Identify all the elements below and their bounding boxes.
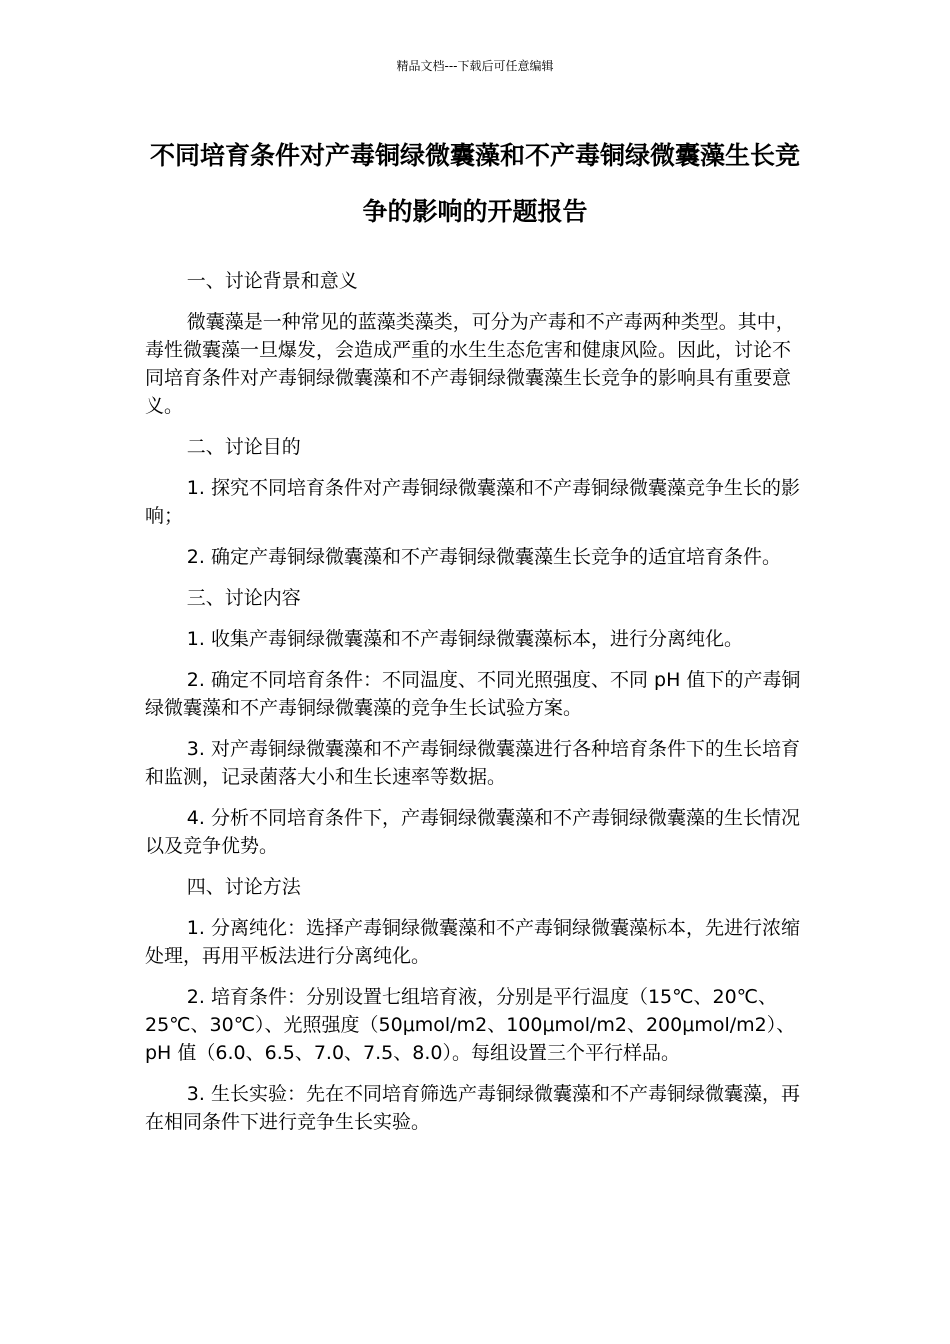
- purpose-item-1: 1. 探究不同培育条件对产毒铜绿微囊藻和不产毒铜绿微囊藻竞争生长的影响；: [145, 477, 800, 527]
- section-heading-background: 一、讨论背景和意义: [186, 270, 358, 292]
- document-body: [145, 267, 807, 1149]
- document-title: 不同培育条件对产毒铜绿微囊藻和不产毒铜绿微囊藻生长竞争的影响的开题报告: [149, 141, 800, 226]
- section-heading-method: 四、讨论方法: [186, 876, 301, 898]
- content-item-3: 3. 对产毒铜绿微囊藻和不产毒铜绿微囊藻进行各种培育条件下的生长培育和监测，记录菌落大小和生长速率等数据。: [145, 738, 800, 788]
- section-heading-content: 三、讨论内容: [186, 587, 301, 609]
- content-item-2: 2. 确定不同培育条件：不同温度、不同光照强度、不同 pH 值下的产毒铜绿微囊藻和不产毒铜绿微囊藻的竞争生长试验方案。: [145, 669, 801, 719]
- method-item-2: 2. 培育条件：分别设置七组培育液，分别是平行温度（15℃、20℃、25℃、30℃）、光照强度（50μmol/m2、100μmol/m2、200μmol/m2）、pH 值（6.0、6.5、7.0、7.5、8.0）。每组设置三个平行样品。: [145, 986, 796, 1064]
- method-item-1: 1. 分离纯化：选择产毒铜绿微囊藻和不产毒铜绿微囊藻标本，先进行浓缩处理，再用平板法进行分离纯化。: [145, 917, 800, 967]
- content-item-4: 4. 分析不同培育条件下，产毒铜绿微囊藻和不产毒铜绿微囊藻的生长情况以及竞争优势。: [145, 807, 800, 857]
- paragraph-background: 微囊藻是一种常见的蓝藻类藻类，可分为产毒和不产毒两种类型。其中，毒性微囊藻一旦爆发，会造成严重的水生生态危害和健康风险。因此，讨论不同培育条件对产毒铜绿微囊藻和不产毒铜绿微囊藻生长竞争的影响具有重要意义。: [145, 311, 795, 417]
- content-item-1: 1. 收集产毒铜绿微囊藻和不产毒铜绿微囊藻标本，进行分离纯化。: [186, 628, 743, 650]
- method-item-3: 3. 生长实验：先在不同培育筛选产毒铜绿微囊藻和不产毒铜绿微囊藻，再在相同条件下进行竞争生长实验。: [145, 1083, 800, 1133]
- section-heading-purpose: 二、讨论目的: [186, 436, 301, 458]
- purpose-item-2: 2. 确定产毒铜绿微囊藻和不产毒铜绿微囊藻生长竞争的适宜培育条件。: [186, 546, 781, 568]
- page-header-note: 精品文档---下载后可任意编辑: [396, 59, 554, 73]
